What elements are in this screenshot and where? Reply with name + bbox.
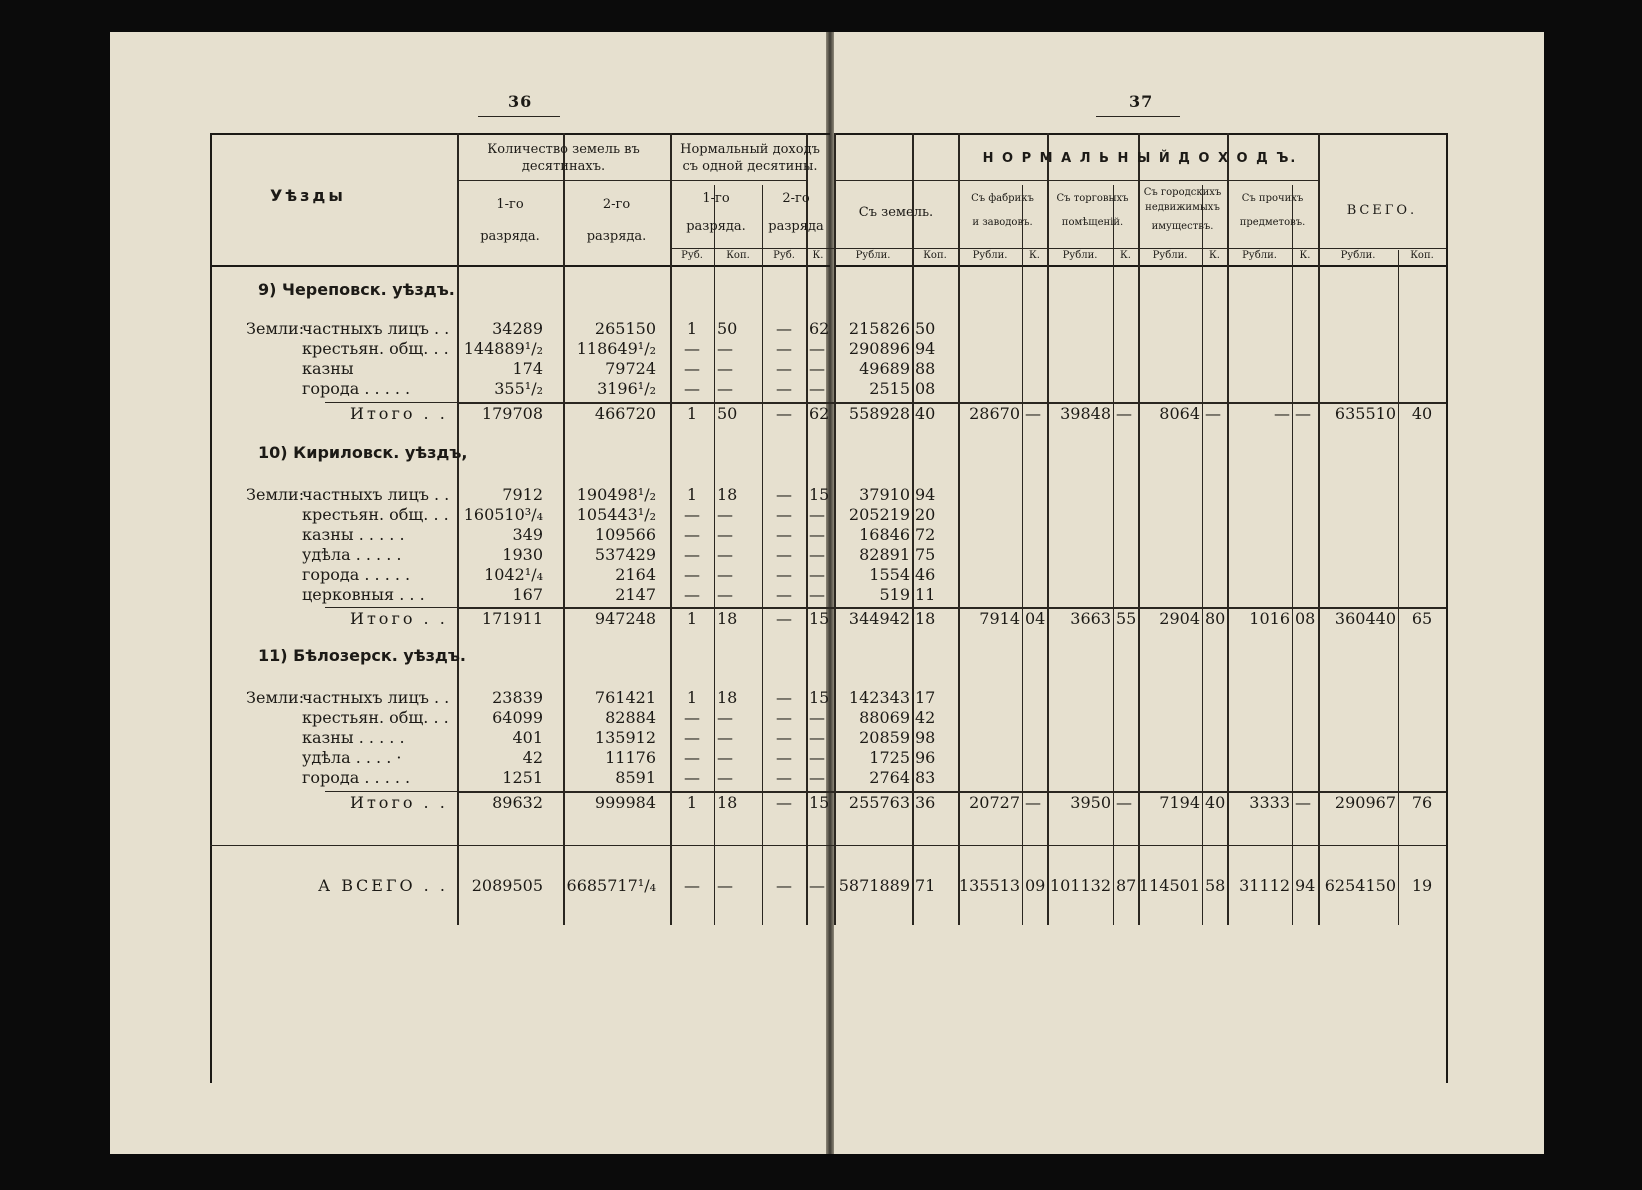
section-title-1: 10) Кириловск. уѣздъ, [258,443,468,462]
cell-k1: — [717,545,733,564]
cell-r2: — [776,505,792,524]
cell-r2: — [776,379,792,398]
total-cell-r1: 1 [686,609,698,628]
grand-total-cell-oth_k: 94 [1295,876,1316,895]
total-cell-k1: 18 [717,609,738,628]
cell-r1: — [684,379,700,398]
total-cell-c1: 89632 [492,793,543,812]
total-cell-all_k: 76 [1411,793,1433,812]
cell-r2: — [776,545,792,564]
cell-rub: 142343 [848,688,910,707]
header-income-per-des-2: съ одной десятины. [682,159,818,174]
kop-rule-1 [1398,250,1399,925]
cell-r1: — [684,728,700,747]
grand-total-cell-trade_k: 87 [1116,876,1137,895]
total-cell-r2: — [776,793,792,812]
total-cell-fab_r: 28670 [969,404,1020,423]
total-cell-c2: 466720 [594,404,656,423]
grand-total-cell-all_k: 19 [1411,876,1433,895]
header-land-qty-2: десятинахъ. [521,159,606,174]
cell-c1: 1251 [502,768,543,787]
cell-k1: — [717,379,733,398]
row-label: частныхъ лицъ . . [302,319,450,338]
cell-kop: 11 [915,585,936,604]
row-label: церковныя . . . [302,585,425,604]
cell-rub: 2764 [869,768,910,787]
cell-k1: — [717,339,733,358]
cell-r1: — [684,768,700,787]
unit-label-9: К. [1120,250,1131,261]
total-cell-urb_r: 2904 [1159,609,1200,628]
total-cell-fab_r: 20727 [969,793,1020,812]
cell-c2: 105443¹/₂ [576,505,656,524]
cell-kop: 08 [915,379,936,398]
row-label: города . . . . . [302,768,411,787]
cell-k2: — [809,728,825,747]
header-line-units2 [834,248,1446,249]
cell-rub: 2515 [869,379,910,398]
cell-k1: — [717,768,733,787]
grand-total-rule [210,845,1446,846]
row-label: города . . . . . [302,379,411,398]
cell-c2: 190498¹/₂ [576,485,656,504]
total-cell-trade_r: 3663 [1070,609,1111,628]
total-cell-trade_r: 39848 [1060,404,1111,423]
unit-label-3: К. [812,250,824,261]
unit-label-0: Руб. [681,250,703,261]
cell-k1: — [717,748,733,767]
sub-column-rule-0 [714,185,715,925]
table-right-border [1446,133,1448,1083]
grand-total-cell-r2: — [776,876,792,895]
left-page-number-rule [478,116,560,117]
cell-rub: 88069 [859,708,910,727]
total-label: Итого . . [350,609,448,628]
cell-r2: — [776,485,792,504]
cell-c1: 174 [512,359,543,378]
total-cell-kop: 40 [915,404,936,423]
cell-kop: 94 [915,339,936,358]
cell-rub: 37910 [859,485,910,504]
total-cell-fab_k: 04 [1025,609,1046,628]
header-from-factories-1: Съ фабрикъ [971,193,1034,204]
row-label: частныхъ лицъ . . [302,688,450,707]
cell-r1: — [684,359,700,378]
total-cell-k2: 15 [809,793,830,812]
cell-c1: 1930 [502,545,543,564]
cell-r1: — [684,708,700,727]
cell-rub: 290896 [848,339,910,358]
unit-label-7: К. [1029,250,1040,261]
cell-kop: 20 [915,505,936,524]
cell-k1: 50 [717,319,738,338]
cell-c1: 64099 [492,708,543,727]
row-prefix: Земли: [246,319,305,338]
total-label: Итого . . [350,404,448,423]
total-cell-oth_r: — [1274,404,1290,423]
row-prefix: Земли: [246,485,305,504]
total-cell-oth_k: — [1295,404,1311,423]
cell-rub: 1554 [869,565,910,584]
unit-label-1: Коп. [726,250,750,261]
left-page-number: 36 [508,92,533,111]
cell-r1: — [684,339,700,358]
cell-r1: 1 [686,485,698,504]
total-cell-c2: 999984 [594,793,656,812]
total-label: Итого . . [350,793,448,812]
row-label: удѣла . . . . · [302,748,402,767]
cell-k2: — [809,585,825,604]
cell-k2: — [809,545,825,564]
cell-k2: — [809,748,825,767]
grand-total-cell-fab_r: 135513 [958,876,1020,895]
header-from-lands: Съ земель. [858,205,934,220]
cell-k2: — [809,708,825,727]
table-top-border-right [834,133,1448,135]
grand-total-cell-r1: — [684,876,700,895]
header-from-urban-1: Съ городскихъ [1143,187,1222,198]
total-cell-urb_k: 40 [1205,793,1226,812]
cell-r1: — [684,585,700,604]
header-districts: Уѣзды [270,186,346,205]
cell-c1: 349 [512,525,543,544]
cell-c2: 8591 [615,768,656,787]
cell-k2: — [809,359,825,378]
cell-k2: 15 [809,485,830,504]
unit-label-13: К. [1299,250,1311,261]
header-total: ВСЕГО. [1346,203,1418,218]
cell-kop: 50 [915,319,936,338]
cell-kop: 83 [915,768,936,787]
right-page-number-rule [1096,116,1180,117]
header-from-factories-2: и заводовъ. [972,217,1033,228]
cell-c1: 167 [512,585,543,604]
header-line-landqty [457,180,806,181]
cell-r2: — [776,339,792,358]
cell-r1: 1 [686,688,698,707]
row-prefix: Земли: [246,688,305,707]
row-label: крестьян. общ. . . [302,505,449,524]
cell-k2: — [809,565,825,584]
cell-c2: 118649¹/₂ [576,339,656,358]
cell-k1: — [717,359,733,378]
header-land-qty-1: Количество земель въ [487,142,640,157]
cell-rub: 1725 [869,748,910,767]
grand-total-cell-k2: — [809,876,825,895]
row-label: казны . . . . . [302,525,405,544]
header-bottom-border-left [210,265,830,267]
cell-kop: 72 [915,525,936,544]
cell-r2: — [776,688,792,707]
header-cat2-b: разряда. [586,229,647,244]
total-cell-urb_r: 8064 [1159,404,1200,423]
sub-column-rule-5 [1292,185,1293,925]
cell-c1: 355¹/₂ [494,379,543,398]
right-page-number: 37 [1129,92,1154,111]
total-cell-all_k: 65 [1411,609,1433,628]
total-cell-rub: 255763 [848,793,910,812]
table-top-border-left [210,133,830,135]
total-cell-oth_k: 08 [1295,609,1316,628]
total-cell-trade_k: — [1116,404,1132,423]
cell-k1: 18 [717,688,738,707]
cell-rub: 49689 [859,359,910,378]
header-income-per-des-1: Нормальный доходъ [680,142,820,157]
cell-k2: 15 [809,688,830,707]
cell-r2: — [776,319,792,338]
cell-k2: — [809,379,825,398]
header-cat1-b: разряда. [480,229,540,244]
total-rule-label-1 [325,607,457,608]
unit-label-12: Рубли. [1242,250,1277,261]
cell-k2: — [809,505,825,524]
header-cat2b-a: 2-го [782,191,810,206]
total-cell-urb_r: 7194 [1159,793,1200,812]
cell-k1: — [717,565,733,584]
cell-c2: 135912 [594,728,656,747]
unit-label-2: Руб. [773,250,795,261]
unit-label-6: Рубли. [972,250,1008,261]
cell-r2: — [776,708,792,727]
total-cell-urb_k: — [1205,404,1221,423]
total-cell-r2: — [776,609,792,628]
cell-c1: 42 [522,748,543,767]
cell-rub: 82891 [859,545,910,564]
cell-c2: 2147 [615,585,656,604]
grand-total-cell-c2: 6685717¹/₄ [566,876,656,895]
header-from-urban-3: имуществъ. [1151,221,1214,232]
cell-rub: 20859 [859,728,910,747]
cell-kop: 17 [915,688,936,707]
total-rule-label-0 [325,402,457,403]
cell-r1: — [684,748,700,767]
grand-total-cell-oth_r: 31112 [1239,876,1290,895]
cell-kop: 42 [915,708,936,727]
cell-r1: 1 [686,319,698,338]
cell-rub: 519 [879,585,910,604]
total-cell-k1: 50 [717,404,738,423]
cell-rub: 215826 [848,319,910,338]
total-cell-trade_k: — [1116,793,1132,812]
unit-label-10: Рубли. [1152,250,1188,261]
cell-rub: 16846 [859,525,910,544]
row-label: казны . . . . . [302,728,405,747]
kop-rule-2 [1022,250,1023,925]
table-left-border [210,133,212,1083]
grand-total-cell-fab_k: 09 [1025,876,1046,895]
total-cell-r1: 1 [686,793,698,812]
cell-r2: — [776,585,792,604]
total-cell-trade_k: 55 [1116,609,1137,628]
cell-k2: — [809,339,825,358]
cell-c2: 79724 [605,359,656,378]
cell-r1: — [684,565,700,584]
unit-label-15: Коп. [1410,250,1434,261]
cell-c2: 2164 [615,565,656,584]
header-normal-income: Н О Р М А Л Ь Н Ы Й Д О Х О Д Ъ. [982,151,1298,166]
grand-total-cell-all_r: 6254150 [1324,876,1396,895]
header-from-trade-1: Съ торговыхъ [1056,193,1129,204]
cell-r2: — [776,565,792,584]
unit-label-8: Рубли. [1062,250,1098,261]
cell-kop: 96 [915,748,936,767]
header-from-trade-2: помѣщеній. [1061,217,1124,228]
row-label: частныхъ лицъ . . [302,485,450,504]
cell-r2: — [776,728,792,747]
unit-label-4: Рубли. [855,250,891,261]
grand-total-label: А ВСЕГО . . [318,876,448,895]
cell-c2: 109566 [594,525,656,544]
total-cell-k1: 18 [717,793,738,812]
cell-k2: 62 [809,319,830,338]
total-cell-fab_k: — [1025,793,1041,812]
cell-k1: 18 [717,485,738,504]
cell-c1: 34289 [492,319,543,338]
cell-c2: 82884 [605,708,656,727]
grand-total-cell-kop: 71 [915,876,936,895]
grand-total-cell-c1: 2089505 [471,876,543,895]
header-line-income [834,180,1318,181]
cell-r1: — [684,545,700,564]
grand-total-cell-trade_r: 101132 [1049,876,1111,895]
cell-c2: 265150 [594,319,656,338]
cell-c1: 144889¹/₂ [463,339,543,358]
cell-c2: 11176 [605,748,656,767]
grand-total-cell-rub: 5871889 [838,876,910,895]
header-cat1b-a: 1-го [702,191,730,206]
total-cell-r2: — [776,404,792,423]
unit-label-11: К. [1209,250,1220,261]
total-cell-trade_r: 3950 [1070,793,1111,812]
cell-rub: 205219 [848,505,910,524]
cell-kop: 46 [915,565,936,584]
cell-kop: 75 [915,545,936,564]
cell-k2: — [809,525,825,544]
total-cell-fab_r: 7914 [979,609,1020,628]
row-label: города . . . . . [302,565,411,584]
total-cell-oth_r: 1016 [1249,609,1290,628]
total-cell-all_k: 40 [1411,404,1433,423]
cell-r1: — [684,525,700,544]
total-cell-kop: 18 [915,609,936,628]
cell-kop: 98 [915,728,936,747]
cell-k2: — [809,768,825,787]
unit-label-14: Рубли. [1340,250,1376,261]
header-cat2b-b: разряда [768,219,824,234]
header-bottom-border-right [834,265,1446,267]
total-cell-kop: 36 [915,793,936,812]
cell-c1: 1042¹/₄ [484,565,543,584]
header-cat1-a: 1-го [496,197,524,212]
header-cat1b-b: разряда. [686,219,746,234]
total-cell-fab_k: — [1025,404,1041,423]
total-cell-r1: 1 [686,404,698,423]
cell-r2: — [776,768,792,787]
total-cell-c1: 171911 [481,609,543,628]
grand-total-cell-urb_k: 58 [1205,876,1226,895]
total-cell-all_r: 290967 [1334,793,1396,812]
sub-column-rule-3 [1113,185,1114,925]
cell-r1: — [684,505,700,524]
cell-kop: 94 [915,485,936,504]
total-cell-all_r: 360440 [1334,609,1396,628]
grand-total-cell-urb_r: 114501 [1138,876,1200,895]
row-label: удѣла . . . . . [302,545,402,564]
total-cell-oth_k: — [1295,793,1311,812]
grand-total-cell-k1: — [717,876,733,895]
cell-c2: 537429 [594,545,656,564]
cell-r2: — [776,748,792,767]
cell-k1: — [717,585,733,604]
total-cell-c1: 179708 [481,404,543,423]
header-from-other-2: предметовъ. [1239,217,1306,228]
total-cell-k2: 15 [809,609,830,628]
cell-k1: — [717,505,733,524]
row-label: крестьян. общ. . . [302,708,449,727]
total-cell-k2: 62 [809,404,830,423]
cell-k1: — [717,525,733,544]
section-title-0: 9) Череповск. уѣздъ. [258,280,455,299]
cell-r2: — [776,525,792,544]
cell-k1: — [717,708,733,727]
row-label: крестьян. общ. . . [302,339,449,358]
sub-column-rule-4 [1202,185,1203,925]
cell-c1: 23839 [492,688,543,707]
cell-kop: 88 [915,359,936,378]
header-from-urban-2: недвижимыхъ [1145,202,1220,213]
cell-c2: 3196¹/₂ [597,379,656,398]
unit-label-5: Коп. [923,250,947,261]
cell-c1: 401 [512,728,543,747]
total-cell-rub: 558928 [848,404,910,423]
total-cell-all_r: 635510 [1334,404,1396,423]
cell-k1: — [717,728,733,747]
header-cat2-a: 2-го [602,197,631,212]
cell-c1: 7912 [502,485,543,504]
total-cell-urb_k: 80 [1205,609,1226,628]
total-cell-oth_r: 3333 [1249,793,1290,812]
total-cell-rub: 344942 [848,609,910,628]
header-from-other-1: Съ прочихъ [1241,193,1304,204]
total-cell-c2: 947248 [594,609,656,628]
row-label: казны [302,359,354,378]
cell-c1: 160510³/₄ [463,505,543,524]
section-title-2: 11) Бѣлозерск. уѣздъ. [258,646,466,665]
cell-r2: — [776,359,792,378]
cell-c2: 761421 [594,688,656,707]
total-rule-label-2 [325,791,457,792]
